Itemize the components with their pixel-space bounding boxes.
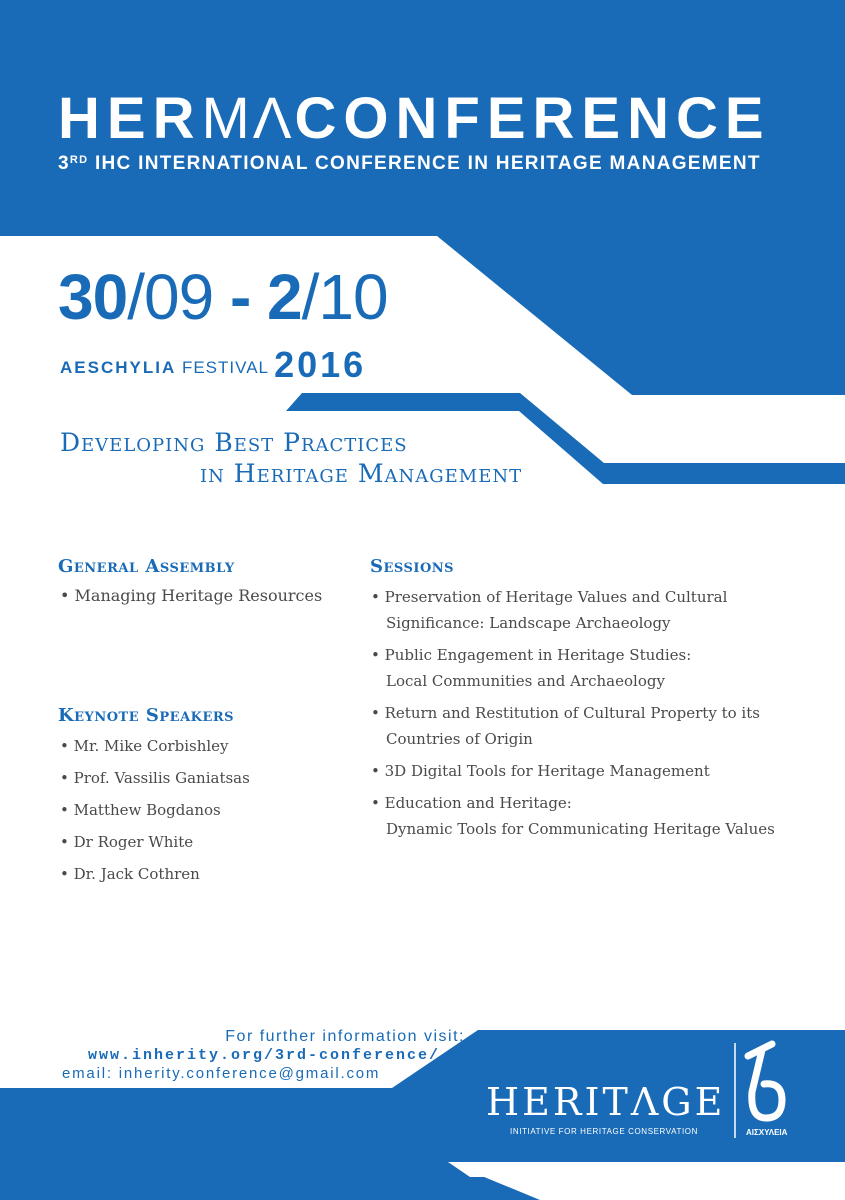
session-item-line1: • 3D Digital Tools for Heritage Management: [371, 762, 710, 780]
festival-year: 2016: [274, 344, 367, 385]
heritage-logo-text: HERITΛGE: [486, 1080, 726, 1124]
festival-label: FESTIVAL: [176, 358, 275, 377]
general-assembly-heading: General Assembly: [58, 556, 235, 577]
keynote-item: • Prof. Vassilis Ganiatsas: [60, 769, 250, 787]
festival-line: [60, 344, 366, 386]
title-part-her: HER: [58, 86, 202, 151]
theme-line-1: Developing Best Practices: [60, 428, 408, 457]
sessions-heading: Sessions: [370, 556, 455, 577]
email-link[interactable]: email: inherity.conference@gmail.com: [62, 1065, 381, 1082]
keynote-item: • Mr. Mike Corbishley: [60, 737, 229, 755]
conference-title: [58, 88, 771, 150]
session-item-line1: • Return and Restitution of Cultural Property to its: [371, 704, 760, 722]
session-item-line1: • Public Engagement in Heritage Studies:: [371, 646, 692, 664]
subtitle-rest: IHC INTERNATIONAL CONFERENCE IN HERITAGE MANAGEMENT: [88, 153, 761, 174]
session-item-line2: Local Communities and Archaeology: [386, 672, 665, 690]
theme-line-2: in Heritage Management: [200, 459, 523, 488]
footer-white-stripe: [448, 1162, 845, 1177]
title-part-ma: MΛ: [201, 86, 295, 151]
start-month: /09: [127, 261, 214, 333]
session-item-line2: Countries of Origin: [386, 730, 533, 748]
conference-subtitle: [58, 153, 761, 175]
conference-dates: [58, 262, 388, 332]
header-band: [0, 0, 845, 395]
partner-logo-label: ΑΙΣΧΥΛΕΙΑ: [746, 1128, 788, 1137]
keynote-item: • Dr. Jack Cothren: [60, 865, 200, 883]
session-item-line1: • Preservation of Heritage Values and Cultural: [371, 588, 728, 606]
end-month: /10: [301, 261, 388, 333]
website-link[interactable]: www.inherity.org/3rd-conference/: [87, 1047, 440, 1064]
info-label: For further information visit:: [225, 1028, 465, 1045]
keynote-item: • Matthew Bogdanos: [60, 801, 221, 819]
session-item-line2: Significance: Landscape Archaeology: [386, 614, 671, 632]
subtitle-sup: RD: [69, 154, 89, 166]
keynote-heading: Keynote Speakers: [58, 705, 235, 726]
keynote-item: • Dr Roger White: [60, 833, 194, 851]
start-day: 30: [58, 261, 128, 333]
festival-name: AESCHYLIA: [60, 358, 177, 377]
end-day: 2: [267, 261, 302, 333]
general-assembly-item: • Managing Heritage Resources: [60, 586, 323, 605]
session-item-line1: • Education and Heritage:: [371, 794, 572, 812]
title-part-conference: CONFERENCE: [294, 86, 771, 151]
heritage-logo-subtitle: INITIATIVE FOR HERITAGE CONSERVATION: [510, 1127, 698, 1136]
subtitle-ordinal: 3: [58, 153, 70, 174]
date-separator: -: [213, 261, 268, 333]
session-item-line2: Dynamic Tools for Communicating Heritage Values: [386, 820, 775, 838]
